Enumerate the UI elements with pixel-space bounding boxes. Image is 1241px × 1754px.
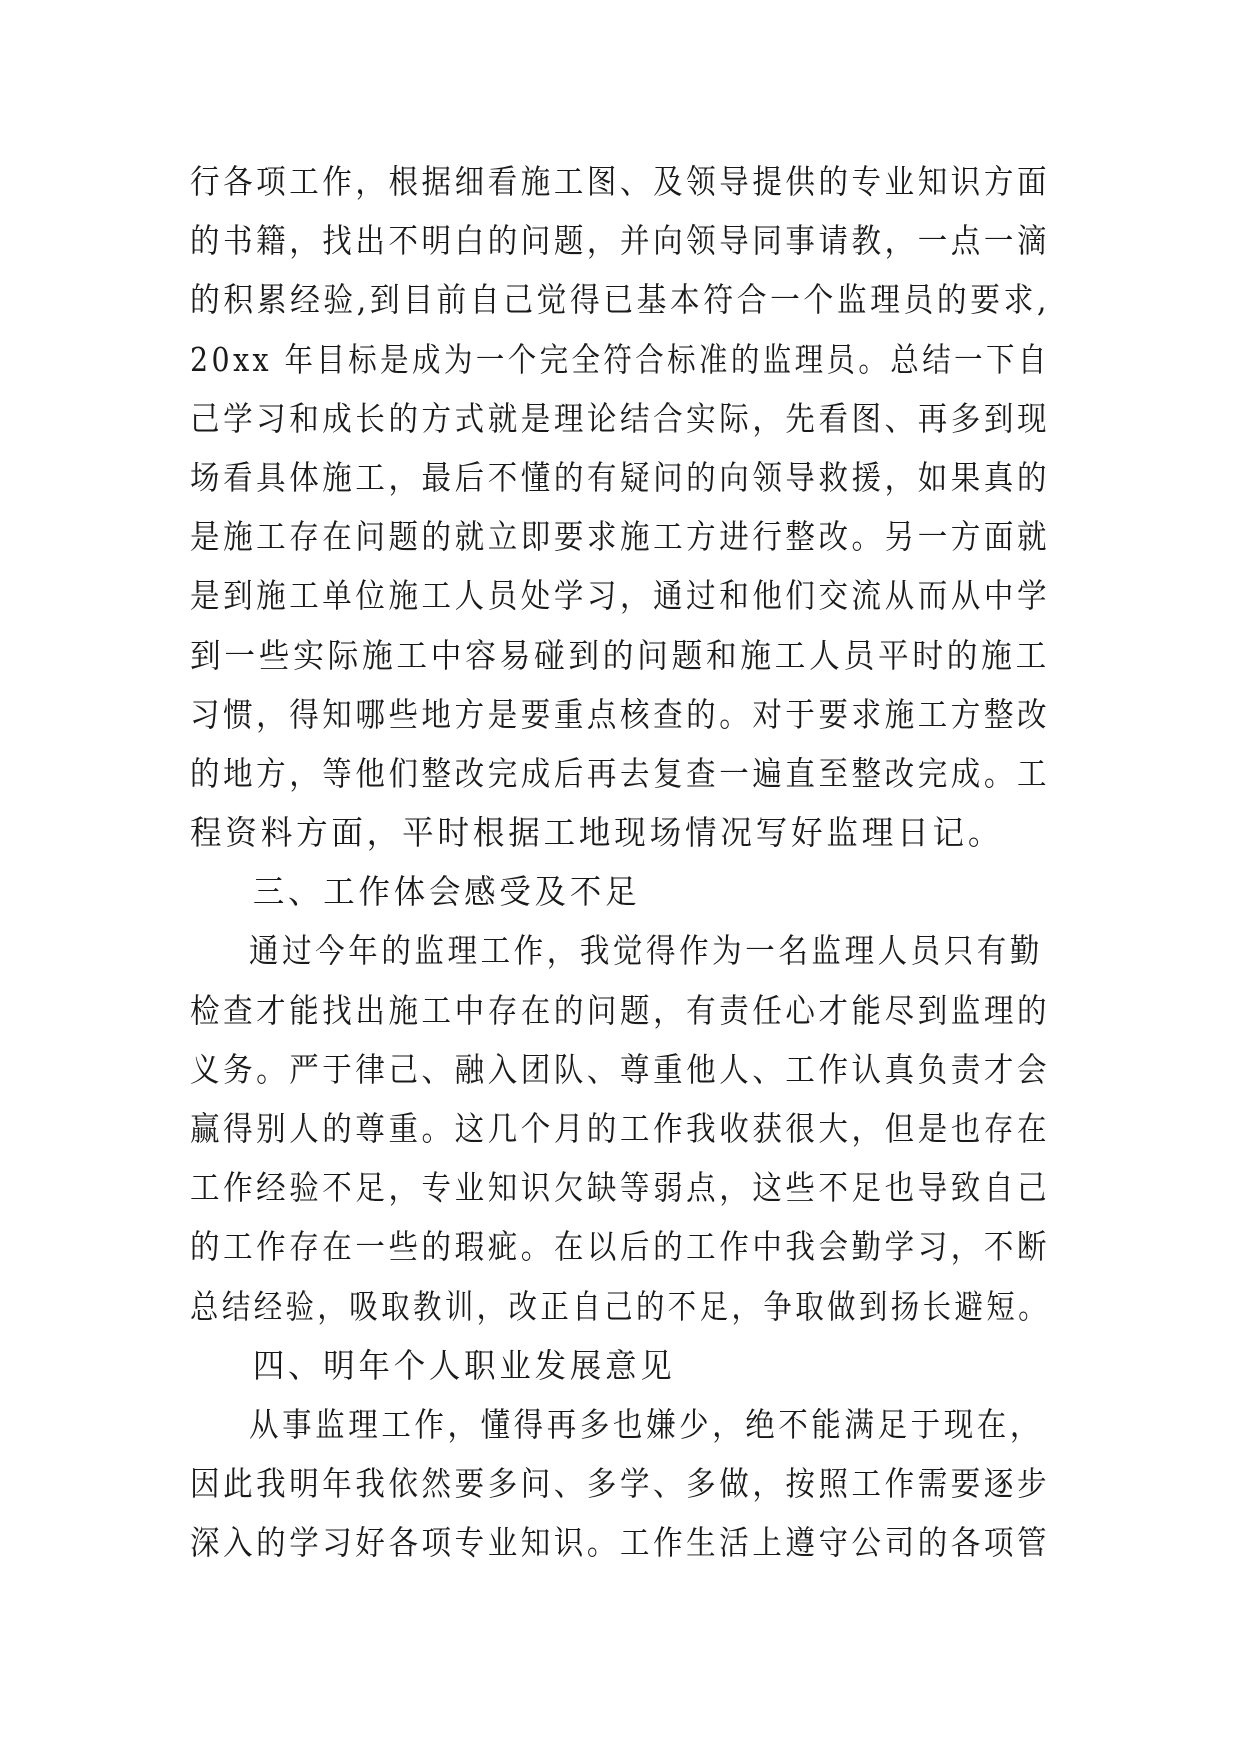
- text-line: 深入的学习好各项专业知识。工作生活上遵守公司的各项管: [190, 1523, 1051, 1563]
- text-line: 总结经验，吸取教训，改正自己的不足，争取做到扬长避短。: [190, 1286, 1051, 1326]
- text-line: 义务。严于律己、融入团队、尊重他人、工作认真负责才会: [190, 1049, 1051, 1089]
- text-line: 习惯，得知哪些地方是要重点核查的。对于要求施工方整改: [190, 694, 1051, 734]
- text-line: 是施工存在问题的就立即要求施工方进行整改。另一方面就: [190, 517, 1051, 557]
- text-line: 的书籍，找出不明白的问题，并向领导同事请教，一点一滴: [190, 221, 1051, 261]
- text-line: 赢得别人的尊重。这几个月的工作我收获很大，但是也存在: [190, 1109, 1051, 1148]
- text-line: 工作经验不足，专业知识欠缺等弱点，这些不足也导致自己: [190, 1168, 1051, 1208]
- text-line: 行各项工作，根据细看施工图、及领导提供的专业知识方面: [190, 162, 1051, 201]
- text-line: 的积累经验,到目前自己觉得已基本符合一个监理员的要求,: [190, 280, 1051, 320]
- text-line: 检查才能找出施工中存在的问题，有责任心才能尽到监理的: [190, 990, 1051, 1030]
- text-line: 己学习和成长的方式就是理论结合实际，先看图、再多到现: [190, 398, 1051, 438]
- text-line: 程资料方面，平时根据工地现场情况写好监理日记。: [190, 813, 1004, 853]
- text-line: 从事监理工作，懂得再多也嫌少，绝不能满足于现在，: [249, 1404, 1043, 1444]
- section-heading: 三、工作体会感受及不足: [252, 872, 641, 912]
- section-heading: 四、明年个人职业发展意见: [252, 1345, 676, 1385]
- text-line: 场看具体施工，最后不懂的有疑问的向领导救援，如果真的: [190, 457, 1051, 497]
- text-line: 的地方，等他们整改完成后再去复查一遍直至整改完成。工: [190, 753, 1051, 793]
- text-line: 的工作存在一些的瑕疵。在以后的工作中我会勤学习，不断: [190, 1227, 1051, 1267]
- text-line: 到一些实际施工中容易碰到的问题和施工人员平时的施工: [190, 635, 1050, 675]
- document-body: [190, 152, 1090, 1573]
- text-line: 通过今年的监理工作，我觉得作为一名监理人员只有勤: [249, 931, 1043, 971]
- text-line: 因此我明年我依然要多问、多学、多做，按照工作需要逐步: [190, 1464, 1051, 1504]
- text-line: 20xx 年目标是成为一个完全符合标准的监理员。总结一下自: [190, 339, 1050, 379]
- text-line: 是到施工单位施工人员处学习，通过和他们交流从而从中学: [190, 576, 1051, 616]
